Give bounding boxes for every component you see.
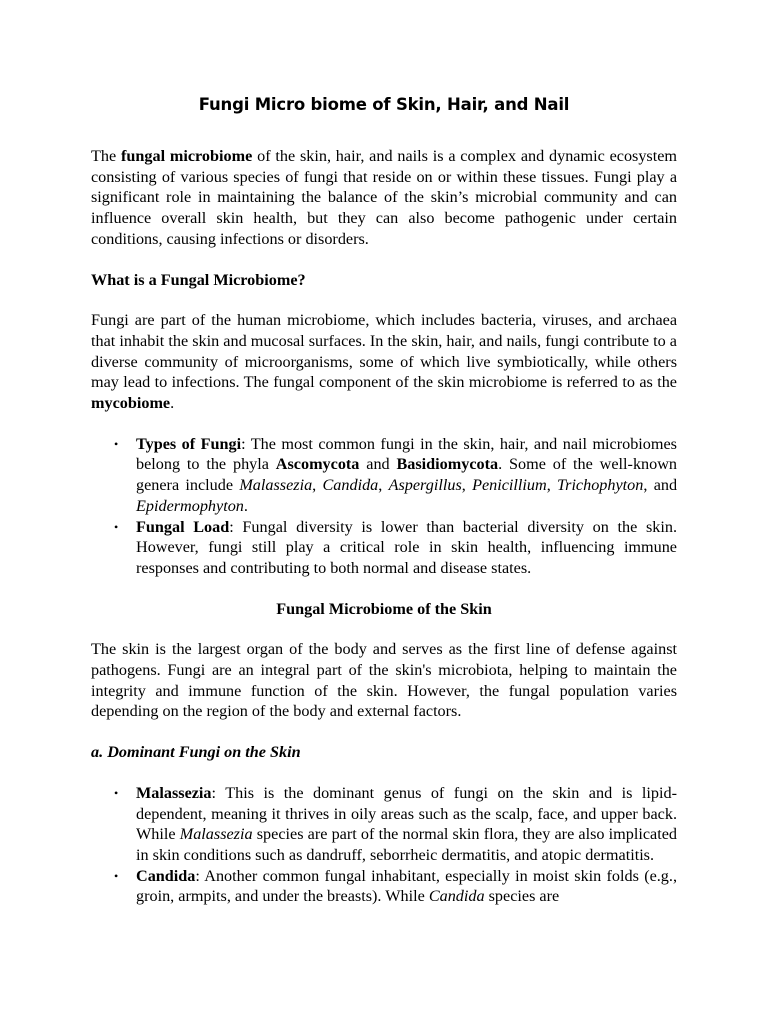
types-label: Types of Fungi bbox=[136, 434, 242, 453]
genus-candida: Candida bbox=[322, 476, 379, 495]
section1-text: Fungi are part of the human microbiome, which includes bacteria, viruses, and archaea that inhabit the skin and mucosal surfaces. In the skin, hair, and nails, fungi contribute to a diverse community of microorganisms, some of which live symbiotically, while others may lead to infections. The fungal component of the skin microbiome is referred to as the bbox=[91, 311, 677, 392]
types-text-1: : The most common fungi in the skin, hair, and nail microbiomes belong to the phyla bbox=[136, 434, 677, 474]
malassezia-italic: Malassezia bbox=[179, 825, 253, 844]
intro-bold-term: fungal microbiome bbox=[120, 147, 253, 165]
types-sep-2: , bbox=[378, 476, 389, 495]
document-page bbox=[91, 92, 677, 927]
list-item-fungal-load bbox=[114, 517, 677, 579]
types-sep-5: , and bbox=[643, 476, 678, 495]
phylum-ascomycota: Ascomycota bbox=[275, 455, 360, 474]
bullet-icon: • bbox=[114, 519, 119, 534]
fungal-load-text: : Fungal diversity is lower than bacterial diversity on the skin. However, fungi still play a critical role in skin health, influencing immune responses and contributing to both normal and disease states. bbox=[136, 517, 677, 577]
bullet-icon: • bbox=[114, 868, 119, 883]
section-heading-what-is: What is a Fungal Microbiome? bbox=[91, 270, 306, 289]
section2-paragraph: The skin is the largest organ of the body and serves as the first line of defense against pathogens. Fungi are an integral part of the skin's microbiota, helping to maintain the integrity and immune function of the skin. However, the fungal population varies depending on the region of the body and external factors. bbox=[91, 640, 677, 721]
section1-end: . bbox=[170, 394, 175, 413]
section1-paragraph bbox=[91, 310, 677, 414]
genus-trichophyton: Trichophyton bbox=[557, 476, 644, 495]
intro-prefix: The bbox=[91, 147, 121, 165]
section-heading-skin: Fungal Microbiome of the Skin bbox=[276, 599, 492, 618]
list-item-candida bbox=[114, 866, 677, 907]
malassezia-text-2: species are part of the normal skin flora, they are also implicated in skin conditions such as dandruff, seborrheic dermatitis, and atopic dermatitis. bbox=[136, 825, 677, 864]
candida-text-1: : Another common fungal inhabitant, especially in moist skin folds (e.g., groin, armpits, and under the breasts). While bbox=[136, 866, 677, 906]
bullet-icon: • bbox=[114, 785, 119, 800]
types-and: and bbox=[359, 455, 397, 474]
bullet-icon: • bbox=[114, 436, 119, 451]
list-item-types-of-fungi bbox=[114, 434, 678, 517]
genus-malassezia: Malassezia bbox=[239, 476, 313, 495]
document-title: Fungi Micro biome of Skin, Hair, and Nail bbox=[198, 95, 570, 114]
candida-label: Candida bbox=[136, 866, 196, 885]
list-item-malassezia bbox=[114, 783, 677, 866]
fungal-load-label: Fungal Load bbox=[136, 517, 230, 536]
candida-text-2: species are bbox=[484, 887, 560, 906]
section2-bullet-list bbox=[91, 783, 677, 907]
types-sep-1: , bbox=[312, 476, 323, 495]
malassezia-text-1: : This is the dominant genus of fungi on the skin and is lipid-dependent, meaning it thrives in oily areas such as the scalp, face, and upper back. While bbox=[136, 783, 677, 844]
genus-penicillium: Penicillium bbox=[472, 476, 547, 495]
genus-epidermophyton: Epidermophyton bbox=[136, 496, 244, 515]
types-sep-4: , bbox=[546, 476, 558, 495]
types-text-2: . Some of the well-known genera include bbox=[136, 455, 678, 495]
candida-italic: Candida bbox=[428, 887, 485, 906]
phylum-basidiomycota: Basidiomycota bbox=[396, 455, 499, 474]
subsection-heading-dominant-fungi: a. Dominant Fungi on the Skin bbox=[91, 743, 301, 762]
genus-aspergillus: Aspergillus bbox=[388, 476, 462, 495]
malassezia-label: Malassezia bbox=[136, 783, 212, 802]
types-sep-3: , bbox=[461, 476, 473, 495]
types-end: . bbox=[243, 496, 248, 515]
intro-paragraph bbox=[91, 146, 677, 250]
section1-bullet-list bbox=[91, 434, 677, 579]
section1-bold-term: mycobiome bbox=[91, 394, 171, 413]
intro-text: of the skin, hair, and nails is a complex and dynamic ecosystem consisting of various species of fungi that reside on or within these tissues. Fungi play a significant role in maintaining the balance of the skin’s microbial community and can influence overall skin health, but they can also become pathogenic under certain conditions, causing infections or disorders. bbox=[91, 147, 678, 248]
